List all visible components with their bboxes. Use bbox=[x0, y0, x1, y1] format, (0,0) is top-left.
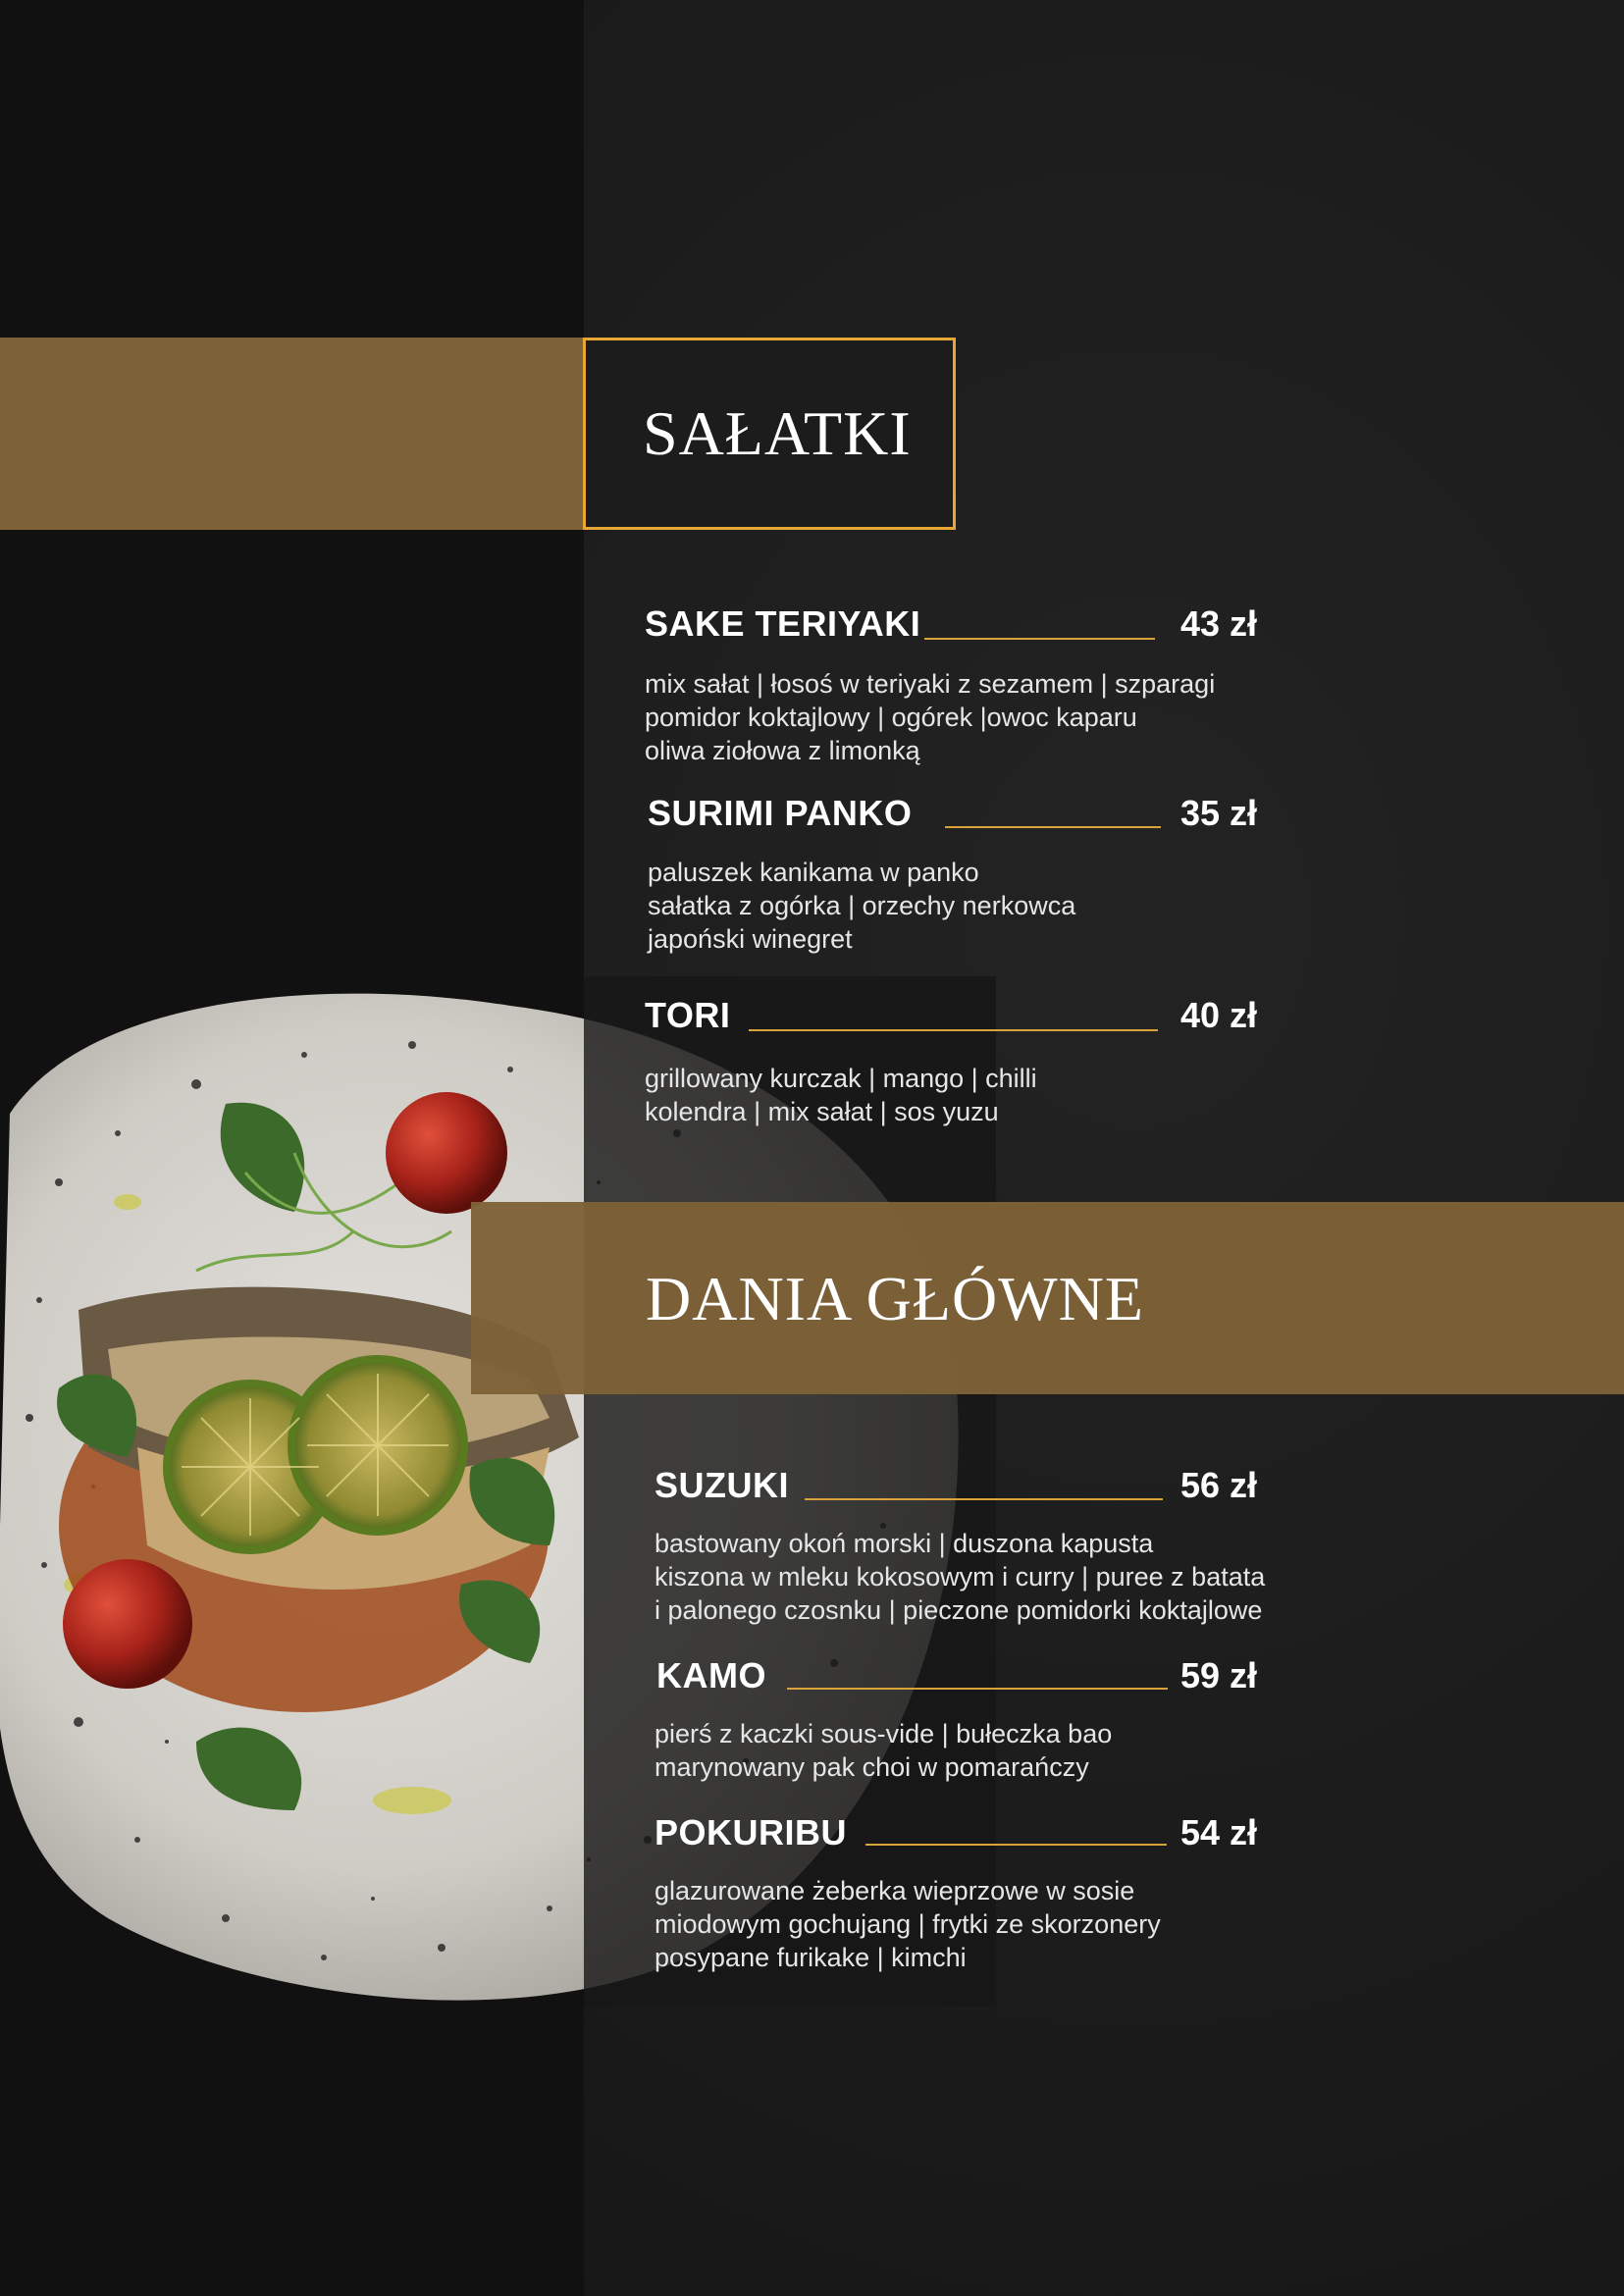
item-description: glazurowane żeberka wieprzowe w sosie miodowym gochujang | frytki ze skorzonery posypane furikake | kimchi bbox=[655, 1876, 1161, 1972]
item-description: bastowany okoń morski | duszona kapusta kiszona w mleku kokosowym i curry | puree z batata i palonego czosnku | pieczone pomidorki koktajlowe bbox=[655, 1529, 1266, 1625]
item-price: 56 zł bbox=[1180, 1465, 1258, 1505]
dotted-leader-line bbox=[805, 1498, 1163, 1500]
dotted-leader-line bbox=[865, 1844, 1167, 1846]
item-price: 54 zł bbox=[1180, 1812, 1258, 1852]
item-name: KAMO bbox=[656, 1655, 766, 1696]
item-name: SAKE TERIYAKI bbox=[645, 603, 921, 644]
item-description: mix sałat | łosoś w teriyaki z sezamem | szparagi pomidor koktajlowy | ogórek |owoc kaparu oliwa ziołowa z limonką bbox=[645, 669, 1216, 765]
item-price: 35 zł bbox=[1180, 793, 1258, 833]
item-description: paluszek kanikama w panko sałatka z ogórka | orzechy nerkowca japoński winegret bbox=[648, 858, 1076, 954]
item-description: pierś z kaczki sous-vide | bułeczka bao marynowany pak choi w pomarańczy bbox=[655, 1719, 1113, 1782]
gold-band bbox=[0, 338, 584, 530]
dotted-leader-line bbox=[924, 638, 1155, 640]
section-title-mains: DANIA GŁÓWNE bbox=[646, 1264, 1144, 1333]
item-price: 59 zł bbox=[1180, 1655, 1258, 1696]
item-description: grillowany kurczak | mango | chilli kolendra | mix sałat | sos yuzu bbox=[645, 1064, 1037, 1126]
item-name: SUZUKI bbox=[655, 1465, 789, 1505]
item-price: 43 zł bbox=[1180, 603, 1258, 644]
item-price: 40 zł bbox=[1180, 995, 1258, 1035]
item-name: TORI bbox=[645, 995, 731, 1035]
dotted-leader-line bbox=[749, 1029, 1158, 1031]
dotted-leader-line bbox=[787, 1688, 1168, 1690]
item-name: SURIMI PANKO bbox=[648, 793, 913, 833]
item-name: POKURIBU bbox=[655, 1812, 848, 1852]
dotted-leader-line bbox=[945, 826, 1161, 828]
section-title-salads: SAŁATKI bbox=[643, 398, 912, 468]
